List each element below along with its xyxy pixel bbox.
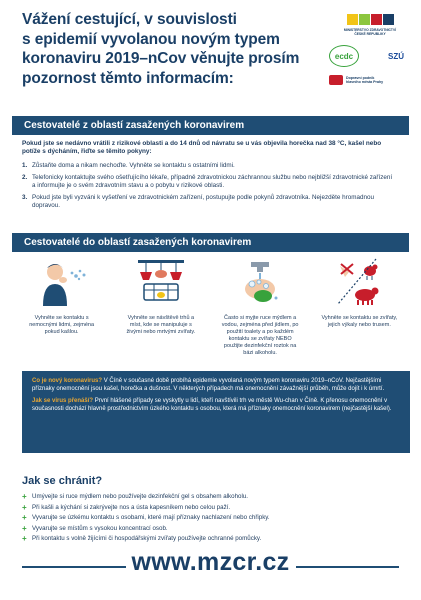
title-line: pozornost těmto informacím: [22,69,234,87]
section-protection [22,475,402,546]
bullet-text: Vyvarujte se místům s vysokou koncentrací osob. [32,524,168,532]
instruction-item [22,162,397,170]
bullet-item [22,504,402,512]
bullet-item [22,493,402,501]
plus-icon: + [22,523,27,533]
plus-icon: + [22,502,27,512]
logo-square-red [371,14,382,25]
title-line: s epidemií vyvolanou novým typem [22,30,280,48]
section-from-affected [22,140,397,214]
instruction-text: Pokud jste byli vyzváni k vyšetření ve zdravotnickém zařízení, postupujte podle pokynů zdravotníka. Nejezděte hromadnou dopravou. [32,194,374,209]
info-box [22,371,410,453]
section-heading-to-affected: Cestovatelé do oblastí zasažených koronavirem [12,233,409,252]
logo-square-navy [383,14,394,25]
title-line: Vážení cestující, v souvislosti [22,11,237,28]
instruction-number: 2. [22,174,28,181]
pictogram-row [12,255,409,357]
dpp-mark-icon [329,75,343,85]
info-paragraph [32,398,400,413]
pictogram-caption: Vyhněte se návštěvě trhů a míst, kde se manipuluje s živými nebo mrtvými zvířaty. [126,315,196,335]
pictogram-item [12,255,111,357]
logo-square-green [359,14,370,25]
pictogram-item [111,255,210,357]
ministry-name [329,28,411,36]
logo-square-yellow [347,14,358,25]
instruction-item [22,194,397,210]
bullet-text: Vyvarujte se úzkému kontaktu s osobami, které mají příznaky nachlazení nebo chřipky. [32,514,270,521]
section-heading-from-affected: Cestovatelé z oblastí zasažených koronavirem [12,116,409,135]
info-answer: V Číně v současné době probíhá epidemie vyvolaná novým typem koronaviru 2019–nCoV. Nejčastějšími příznaky onemocnění jsou kašel, horečka a dušnost. V některých případech má onemocnění závažnější průběh, může dojít i k úmrtí. [32,378,385,392]
handwashing-icon [233,258,287,306]
coughing-person-icon [35,258,89,306]
dpp-logo [329,75,411,85]
info-answer: První hlášené případy se vyskytly u lidí, kteří navštívili trh ve městě Wu-chan v Číně. K přenosu onemocnění v současnosti dochází hlavně prostřednictvím úzkého kontaktu s osobou, která má příznaky onemocnění koronavirem (nejčastější kašel). [32,398,392,412]
title-line: koronaviru 2019–nCov věnujte prosím [22,50,300,67]
bullet-text: Při kašli a kýchání si zakrývejte nos a ústa kapesníkem nebo celou paží. [32,503,231,511]
logo-block [329,14,411,85]
ministry-name-line: MINISTERSTVO ZDRAVOTNICTVÍ [343,28,397,32]
website-link[interactable]: www.mzcr.cz [126,548,296,576]
plus-icon: + [22,534,27,544]
ministry-logo [329,14,411,25]
bullet-item [22,535,402,543]
ecdc-logo: ecdc [329,45,359,67]
bullet-text: Při kontaktu s volně žijícími či hospodářskými zvířaty používejte ochranné pomůcky. [32,535,262,542]
instruction-item [22,174,397,190]
bullet-item [22,514,402,522]
market-icon [134,258,188,306]
bullet-text: Umývejte si ruce mýdlem nebo používejte dezinfekční gel s obsahem alkoholu. [32,493,248,500]
pictogram-caption: Často si myjte ruce mýdlem a vodou, zejména před jídlem, po použití toalety a po každém kontaktu se zvířaty NEBO použijte dezinfekční roztok na bázi alkoholu. [221,315,299,356]
szu-logo: SZÚ [388,51,404,61]
instruction-number: 1. [22,162,28,169]
pictogram-item [310,255,409,357]
header [22,10,322,88]
instruction-list [22,162,397,210]
info-question: Jak se virus přenáší? [32,398,94,405]
pictogram-caption: Vyhněte se kontaktu s nemocnými lidmi, zejména pokud kašlou. [29,315,95,335]
info-question: Co je nový koronavirus? [32,378,103,384]
ministry-name-line: ČESKÉ REPUBLIKY [354,32,386,37]
pictogram-caption: Vyhněte se kontaktu se zvířaty, jejich výkaly nebo trusem. [321,315,398,328]
pictogram-item [211,255,310,357]
dpp-name-line: hlavního města Prahy [346,80,384,85]
instruction-number: 3. [22,194,28,201]
instruction-text: Zůstaňte doma a nikam nechoďte. Vyhněte se kontaktu s ostatními lidmi. [32,162,235,169]
bullet-item [22,525,402,533]
instruction-text: Telefonicky kontaktujte svého ošetřujícího lékaře, případně zdravotnickou záchrannou službu nebo nejbližší zdravotnické zařízení a informujte je o svém zdravotním stavu a o pobytu v rizikové oblasti. [32,174,393,189]
dpp-name [346,76,383,85]
plus-icon: + [22,513,27,523]
plus-icon: + [22,492,27,502]
page-title [22,10,322,88]
info-paragraph [32,378,400,393]
footer [0,548,421,577]
intro-text: Pokud jste se nedávno vrátili z rizikové oblasti a do 14 dnů od návratu se u vás objevila horečka nad 38 °C, kašel nebo potíže s dýcháním, řiďte se těmito pokyny: [22,140,382,155]
dpp-name-line: Dopravní podnik [346,76,375,80]
section-title: Jak se chránit? [22,475,103,487]
partner-logos [329,45,411,67]
no-animals-icon [332,258,386,306]
